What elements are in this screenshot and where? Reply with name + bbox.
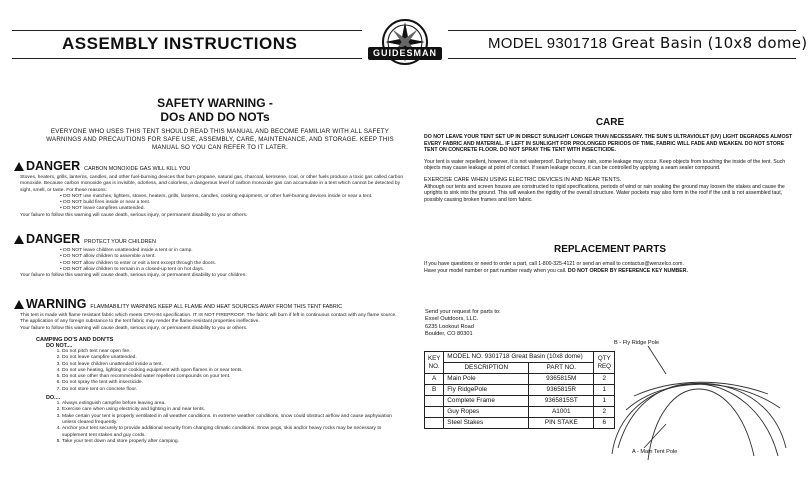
care-para3-title: EXERCISE CARE WHEN USING ELECTRIC DEVICES IN AND NEAR TENTS. bbox=[424, 176, 622, 183]
address-line: Boulder, CO 80301 bbox=[425, 331, 473, 338]
list-item: • DO NOT build fires inside or near a tent. bbox=[60, 200, 404, 206]
fly-ridge-pole-label: B - Fly Ridge Pole bbox=[614, 340, 660, 346]
care-block bbox=[424, 134, 796, 203]
list-item: • DO NOT allow children to remain in a closed-up tent on hot days. bbox=[60, 267, 404, 273]
flammability-body: This tent is made with flame resistant fabric which meets CPAI-84 specification. IT IS NOT FIREPROOF. The fabric will burn if left in continuous contact with any flame source. The application of any foreign substance to the tent fabric may render the flame-resistant properties ineffective. bbox=[20, 313, 397, 325]
part-cell: 9365815ST bbox=[529, 396, 594, 407]
flammability-subtitle: FLAMMABILITY WARNING KEEP ALL FLAME AND HEAT SOURCES AWAY FROM THIS TENT FABRIC bbox=[90, 304, 343, 310]
list-item: 2. Do not leave campfire unattended. bbox=[62, 355, 404, 361]
danger-co-label: DANGER bbox=[26, 159, 81, 173]
replacement-note bbox=[424, 268, 796, 275]
danger-co-bullets bbox=[14, 194, 404, 213]
danger-co-body: Stoves, heaters, grills, lanterns, candles, and other fuel-burning devices that burn propane, natural gas, charcoal, kerosene, coal, or other fuels produce a toxic gas called carbon monoxide. Because carbon monoxide gas is invisible, odorless, and colorless, a dangerous level of carbon monoxide gas can accumulate in a tent which cannot be detected by sight, smell, or taste. For these reasons: bbox=[20, 175, 404, 193]
tent-frame-diagram bbox=[604, 336, 800, 466]
model-number: MODEL 9301718 bbox=[488, 35, 608, 52]
list-item: • DO NOT allow children to assemble a tent. bbox=[60, 254, 404, 260]
guidesman-logo bbox=[362, 14, 448, 76]
qty-cell: 1 bbox=[594, 385, 615, 396]
danger-co-heading bbox=[14, 157, 404, 175]
list-item: 3. Do not leave children unattended inside a tent. bbox=[62, 362, 404, 368]
replacement-note-normal: Have your model number or part number ready when you call. bbox=[424, 267, 567, 274]
address-line: Exxel Outdoors, LLC. bbox=[425, 316, 479, 323]
camping-section bbox=[14, 337, 404, 445]
do-list bbox=[14, 401, 404, 445]
safety-title bbox=[100, 96, 330, 124]
danger-co-section bbox=[14, 157, 404, 219]
table-header-row bbox=[425, 352, 615, 363]
qty-cell: 1 bbox=[594, 396, 615, 407]
table-row bbox=[425, 396, 615, 407]
safety-title-line2: DOs AND DO NOTs bbox=[160, 110, 270, 124]
desc-cell: Complete Frame bbox=[444, 396, 529, 407]
danger-children-heading bbox=[14, 230, 404, 248]
care-para1: DO NOT LEAVE YOUR TENT SET UP IN DIRECT SUNLIGHT LONGER THAN NECESSARY. THE SUN'S ULTRAVIOLET (UV) LIGHT DEGRADES ALMOST EVERY FABRIC AND MATERIAL. IF LEFT IN SUNLIGHT FOR PROLONGED PERIODS OF TIME, FABRIC WILL FADE AND WEAKEN. DO NOT STORE TENT ON CONCRETE FLOOR. DO NOT SPRAY THE TENT WITH INSECTICIDE. bbox=[424, 134, 793, 154]
list-item: 3. Make certain your tent is properly ventilated in all weather conditions. In extreme weather conditions, snow could obstruct airflow and cause asphyxiation unless cleared frequently. bbox=[62, 414, 404, 427]
key-cell: B bbox=[425, 385, 444, 396]
key-header: KEY NO. bbox=[425, 352, 444, 374]
list-item: 4. Anchor your tent securely to provide additional security from changing climatic conditions. Snow pegs, skis and/or heavy rocks may be necessary to supplement tent stakes and guy cords. bbox=[62, 426, 404, 439]
flammability-heading bbox=[14, 295, 404, 313]
care-para3: Although our tents and screen houses are constructed to rigid specifications, periods of wind or rain soaking the ground may loosen the stakes and cause the uprights to sink into the ground. This will weaken the rigidity of the overall structure. Water pockets may also form in the roof if the unit is not assembled taut, possibly causing broken frames and torn fabric. bbox=[424, 183, 785, 203]
replacement-text bbox=[424, 261, 796, 274]
replacement-title: REPLACEMENT PARTS bbox=[553, 244, 667, 255]
list-item: 5. Do not use other than recommended water repellent compounds on your tent. bbox=[62, 374, 404, 380]
key-cell bbox=[425, 418, 444, 429]
model-name: Great Basin (10x8 dome) bbox=[611, 34, 808, 52]
desc-cell: Steel Stakes bbox=[444, 418, 529, 429]
table-row bbox=[425, 385, 615, 396]
table-row bbox=[425, 418, 615, 429]
donot-label: DO NOT.... bbox=[46, 343, 73, 349]
replacement-contact: If you have questions or need to order a part, call 1-800-325-4121 or send an email to contactus@wenzelco.com. bbox=[424, 261, 684, 267]
danger-children-bullets bbox=[14, 248, 404, 273]
warning-triangle-icon bbox=[14, 300, 24, 309]
warning-triangle-icon bbox=[14, 235, 24, 244]
safety-title-line1: SAFETY WARNING - bbox=[157, 96, 273, 110]
tent-frame-icon bbox=[604, 336, 800, 466]
desc-cell: Main Pole bbox=[444, 374, 529, 385]
compass-logo-icon bbox=[362, 14, 448, 76]
address-line: 6235 Lookout Road bbox=[425, 323, 474, 330]
parts-table bbox=[424, 351, 615, 429]
qty-cell: 2 bbox=[594, 407, 615, 418]
list-item: 5. Take your tent down and store properly after camping. bbox=[62, 439, 404, 445]
part-cell: 9365815R bbox=[529, 385, 594, 396]
list-item: 7. Do not store tent on concrete floor. bbox=[62, 387, 404, 393]
warning-triangle-icon bbox=[14, 162, 24, 171]
danger-children-footer: Your failure to follow this warning will cause death, serious injury, or permanent disability to your children. bbox=[20, 273, 247, 279]
part-cell: 9365815M bbox=[529, 374, 594, 385]
flammability-section bbox=[14, 295, 404, 332]
care-para2: Your tent is water repellent, however, it is not waterproof. During heavy rain, some leakage may occur. Keep objects from touching the inside of the tent. Such objects may cause leakage at point of contact. If seam leakage occurs, it can be controlled by applying a seam sealer compound. bbox=[424, 158, 786, 172]
replacement-note-bold: DO NOT ORDER BY REFERENCE KEY NUMBER. bbox=[567, 267, 688, 274]
do-label: DO.... bbox=[46, 395, 61, 402]
danger-children-subtitle: PROTECT YOUR CHILDREN bbox=[84, 239, 156, 245]
qty-header: QTY REQ bbox=[594, 352, 615, 374]
parts-address bbox=[425, 309, 585, 339]
page-title: ASSEMBLY INSTRUCTIONS bbox=[62, 34, 298, 53]
model-title bbox=[488, 34, 807, 52]
parts-table-wrap bbox=[424, 351, 615, 429]
model-header: MODEL NO. 9301718 Great Basin (10x8 dome) bbox=[444, 352, 594, 363]
key-cell bbox=[425, 407, 444, 418]
list-item: • DO NOT leave campfires unattended. bbox=[60, 206, 404, 212]
part-cell: PIN STAKE bbox=[529, 418, 594, 429]
desc-header: DESCRIPTION bbox=[444, 363, 529, 374]
danger-co-footer: Your failure to follow this warning will cause death, serious injury, or permanent disability to you or others. bbox=[20, 212, 248, 218]
table-subheader-row bbox=[425, 363, 615, 374]
list-item: 1. Always extinguish campfire before leaving area. bbox=[62, 401, 404, 407]
list-item: 1. Do not pitch tent near open fire. bbox=[62, 349, 404, 355]
send-label: Send your request for parts to: bbox=[425, 309, 501, 315]
logo-text: GUIDESMAN bbox=[372, 48, 437, 58]
safety-intro: EVERYONE WHO USES THIS TENT SHOULD READ THIS MANUAL AND BECOME FAMILIAR WITH ALL SAFETY WARNINGS AND PRECAUTIONS FOR SAFE USE, ASSEMBLY, CARE, MAINTENANCE, AND STORAGE. KEEP THIS MANUAL SO YOU CAN REFER TO IT LATER. bbox=[46, 128, 394, 152]
list-item: • DO NOT allow children to enter or exit a tent except through the doors. bbox=[60, 261, 404, 267]
danger-co-subtitle: CARBON MONOXIDE GAS WILL KILL YOU bbox=[84, 166, 191, 172]
list-item: • DO NOT leave children unattended inside a tent or in camp. bbox=[60, 248, 404, 254]
main-tent-pole-label: A - Main Tent Pole bbox=[632, 449, 678, 455]
care-title: CARE bbox=[595, 117, 625, 128]
part-cell: A1001 bbox=[529, 407, 594, 418]
list-item: • DO NOT use matches, lighters, stoves, heaters, grills, lanterns, candles, cooking equipment, or other fuel-burning devices inside or near a tent. bbox=[60, 194, 404, 200]
table-row bbox=[425, 407, 615, 418]
part-header: PART NO. bbox=[529, 363, 594, 374]
list-item: 2. Exercise care when using electricity and lighting in and near tents. bbox=[62, 407, 404, 413]
qty-cell: 2 bbox=[594, 374, 615, 385]
desc-cell: Fly RidgePole bbox=[444, 385, 529, 396]
donot-list bbox=[14, 349, 404, 393]
qty-cell: 6 bbox=[594, 418, 615, 429]
list-item: 6. Do not spray the tent with insecticide. bbox=[62, 380, 404, 386]
key-cell bbox=[425, 396, 444, 407]
key-cell: A bbox=[425, 374, 444, 385]
table-row bbox=[425, 374, 615, 385]
flammability-footer: Your failure to follow this warning will cause death, serious injury, or permanent disability to you or others. bbox=[20, 325, 248, 331]
desc-cell: Guy Ropes bbox=[444, 407, 529, 418]
danger-children-section bbox=[14, 230, 404, 279]
list-item: 4. Do not use heating, lighting or cooking equipment with open flames in or near tents. bbox=[62, 368, 404, 374]
flammability-label: WARNING bbox=[26, 297, 87, 311]
camping-title: CAMPING DO'S AND DON'TS bbox=[36, 337, 114, 343]
danger-children-label: DANGER bbox=[26, 232, 81, 246]
